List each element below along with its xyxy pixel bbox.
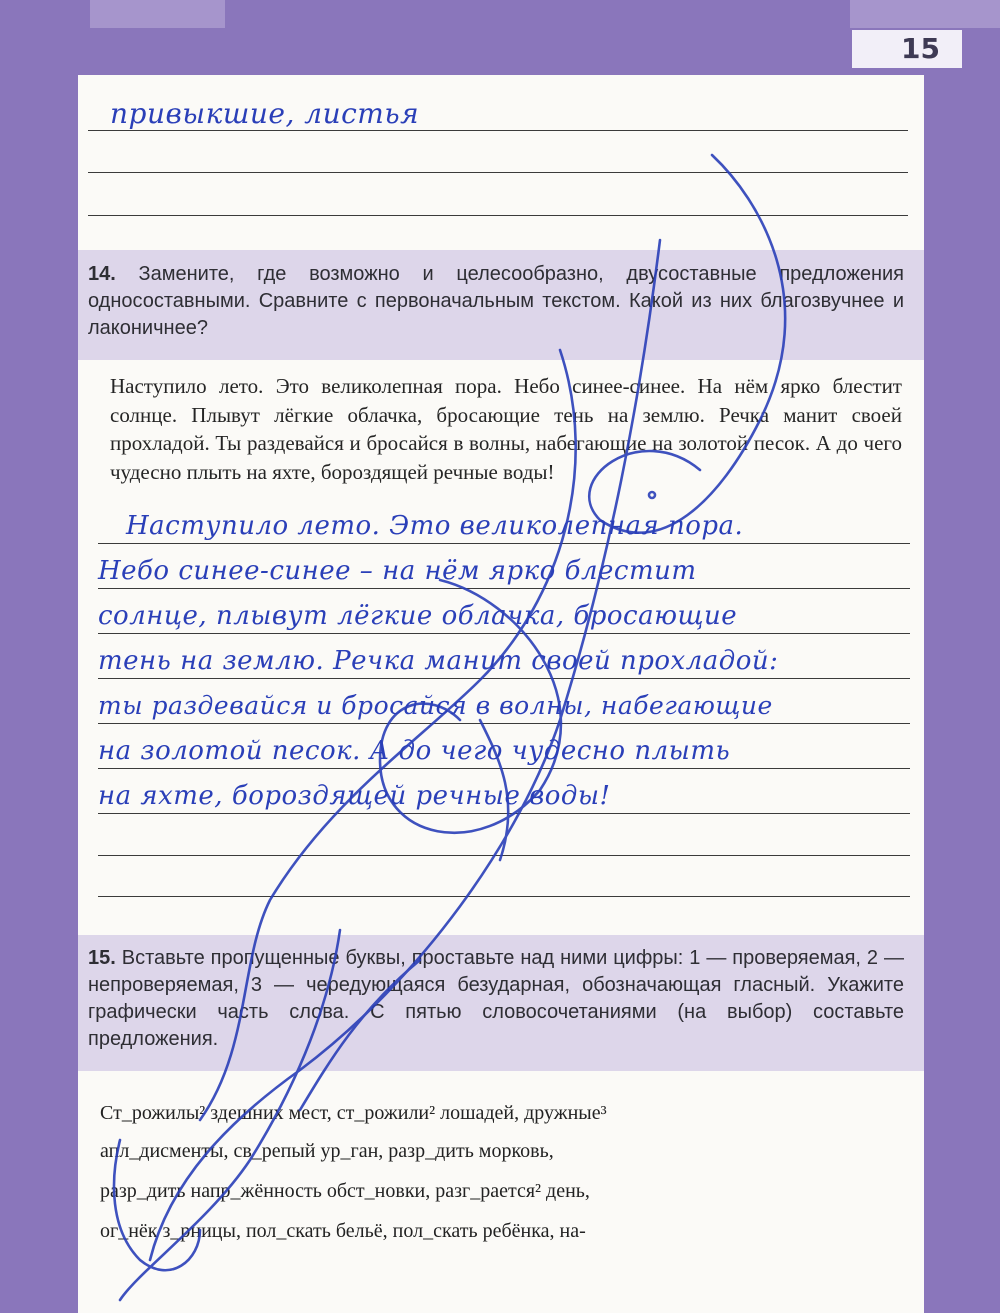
handwritten-line: Небо синее-синее – на нём ярко блестит (98, 556, 697, 586)
answer-line (98, 896, 910, 897)
answer-line (98, 723, 910, 724)
exercise-line: Ст_рожилы² здешних мест, ст_рожили² лошадей, дружные³ (100, 1102, 607, 1124)
handwritten-line: на золотой песок. А до чего чудесно плыть (98, 736, 731, 766)
answer-line (88, 172, 908, 173)
handwritten-answer: привыкшие, листья (110, 97, 420, 130)
exercise-line: разр_дить напр_жённость обст_новки, разг_рается² день, (100, 1180, 590, 1202)
exercise-line: апл_дисменты, св_репый ур_ган, разр_дить морковь, (100, 1140, 554, 1162)
handwritten-line: солнце, плывут лёгкие облачка, бросающие (98, 601, 738, 631)
answer-line (98, 768, 910, 769)
answer-line (98, 813, 910, 814)
handwritten-line: ты раздевайся и бросайся в волны, набегающие (98, 691, 773, 720)
header-stripe (90, 0, 225, 28)
task-15-instruction (88, 945, 904, 1053)
task-15-number: 15. (88, 947, 116, 969)
answer-line (88, 215, 908, 216)
answer-line (98, 633, 910, 634)
task-14-number: 14. (88, 263, 116, 285)
handwritten-line: Наступило лето. Это великолепная пора. (126, 511, 744, 541)
workbook-page (78, 75, 924, 1313)
task-14-text: Замените, где возможно и целесообразно, двусоставные предложения односоставными. Сравните с первоначальным текстом. Какой из них благозвучнее и лаконичнее? (88, 263, 905, 339)
answer-line (88, 130, 908, 131)
exercise-line: ог_нёк з_рницы, пол_скать бельё, пол_скать ребёнка, на- (100, 1220, 586, 1242)
answer-line (98, 543, 910, 544)
answer-line (98, 678, 910, 679)
task-14-source-text: Наступило лето. Это великолепная пора. Небо синее-синее. На нём ярко блестит солнце. Плывут лёгкие облачка, бросающие тень на землю. Речка манит своей прохладой. Ты раздевайся и бросайся в волны, набегающие на золотой песок. А до чего чудесно плыть на яхте, бороздящей речные воды! (110, 374, 902, 484)
task-14-instruction (88, 261, 904, 342)
handwritten-line: тень на землю. Речка манит своей прохладой: (98, 646, 779, 676)
answer-line (98, 588, 910, 589)
header-stripe (850, 0, 1000, 28)
handwritten-line: на яхте, бороздящей речные воды! (98, 781, 611, 811)
answer-line (98, 855, 910, 856)
task-15-text: Вставьте пропущенные буквы, проставьте над ними цифры: 1 — проверяемая, 2 — непроверяемая, 3 — чередующаяся безударная, обозначающая гласный. Укажите графически часть слова. С пятью словосочетаниями (на выбор) составьте предложения. (88, 947, 904, 1050)
page-number: 15 (852, 30, 962, 68)
